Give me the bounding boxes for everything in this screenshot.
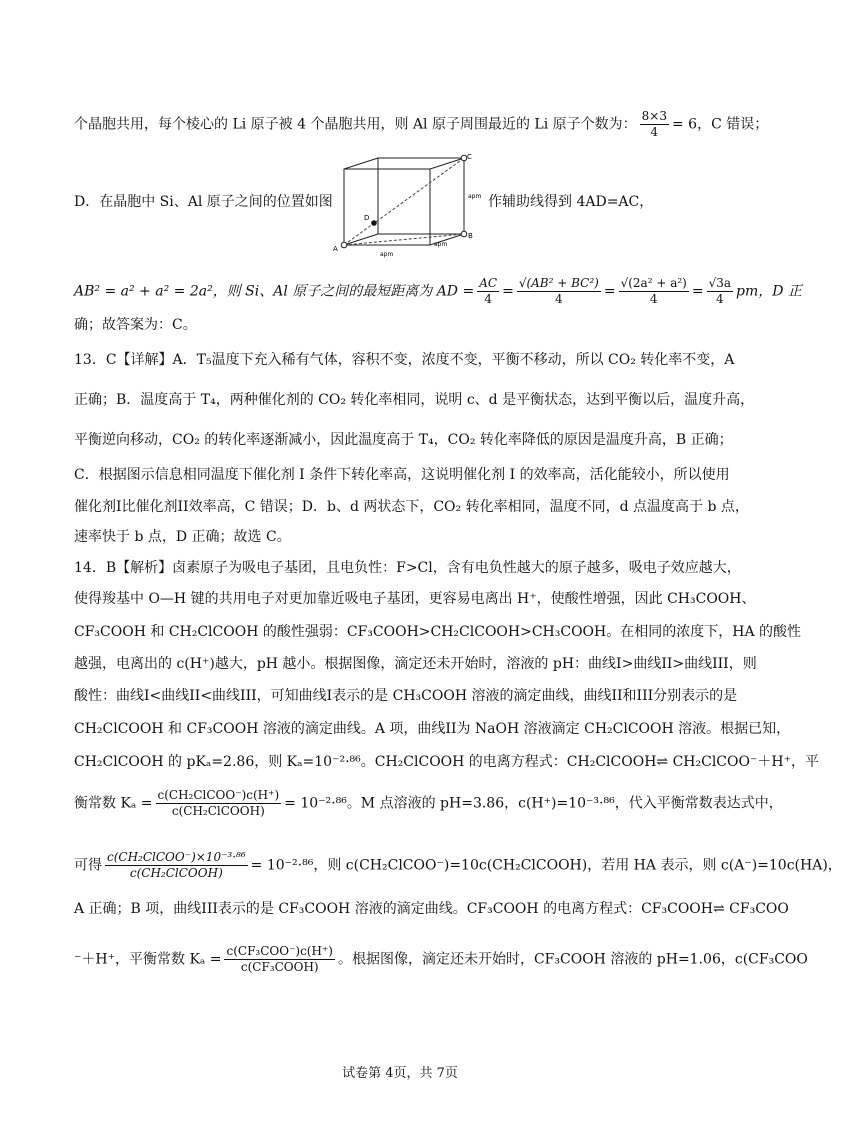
fraction: [224, 944, 334, 975]
crystal-cube-diagram: [330, 150, 480, 260]
page-footer: 试卷第 4页，共 7页: [342, 1066, 458, 1081]
fraction-denominator: 4: [649, 292, 658, 306]
text-segment: CH₂ClCOOH 的 pKₐ=2.86，则 Kₐ=10⁻²·⁸⁶。CH₂ClCOOH 的电离方程式：CH₂ClCOOH⇌ CH₂ClCOO⁻＋H⁺，平: [74, 754, 819, 770]
text-segment: CH₂ClCOOH 和 CF₃COOH 溶液的滴定曲线。A 项，曲线II为 NaOH 溶液滴定 CH₂ClCOOH 溶液。根据已知，: [74, 721, 791, 737]
text-segment: 速率快于 b 点，D 正确；故选 C。: [74, 529, 291, 545]
text-segment: AB² = a² + a² = 2a²，则 Si、Al 原子之间的最短距离为 AD =: [74, 283, 475, 300]
text-segment: 衡常数 Kₐ =: [74, 795, 153, 812]
text-line: [74, 944, 808, 975]
fraction: [707, 276, 733, 307]
text-segment: 使得羧基中 O—H 键的共用电子对更加靠近吸电子基团，更容易电离出 H⁺，使酸性增强，因此 CH₃COOH、: [74, 591, 756, 607]
fraction: [619, 276, 689, 307]
text-segment: 确；故答案为：C。: [74, 317, 197, 333]
text-line: [488, 192, 760, 212]
fraction-denominator: c(CH₂ClCOOH): [171, 804, 265, 818]
text-line: [74, 654, 760, 674]
fraction-denominator: 4: [715, 292, 724, 306]
text-line: [74, 315, 760, 335]
cube-edge: [430, 158, 464, 169]
text-segment: 作辅助线得到 4AD=AC，: [488, 194, 654, 210]
text-line: [74, 430, 760, 450]
cube-edge: [344, 158, 378, 169]
fraction: [517, 276, 601, 307]
fraction-numerator: 8×3: [641, 109, 667, 123]
atom-D: [371, 220, 377, 226]
label-edge-right: apm: [468, 193, 482, 200]
text-segment: 正确；B．温度高于 T₄，两种催化剂的 CO₂ 转化率相同，说明 c、d 是平衡状态，达到平衡以后，温度升高，: [74, 392, 755, 408]
text-line: [74, 788, 783, 819]
text-segment: 越强，电离出的 c(H⁺)越大，pH 越小。根据图像，滴定还未开始时，溶液的 pH：曲线I>曲线II>曲线III，则: [74, 656, 757, 672]
diagonal-AC: [344, 158, 464, 245]
label-C: C: [467, 153, 472, 161]
label-edge-bottom: apm: [380, 251, 394, 258]
text-line: [74, 465, 760, 485]
fraction: [156, 788, 282, 819]
fraction-numerator: c(CH₂ClCOO⁻)×10⁻³·⁸⁶: [107, 850, 246, 864]
fraction-numerator: c(CH₂ClCOO⁻)c(H⁺): [157, 788, 280, 802]
text-segment: = 6，C 错误；: [671, 116, 769, 133]
label-B: B: [468, 232, 473, 240]
text-line: AB² = a² + a² = 2a²，则 Si、Al 原子之间的最短距离为 AD = $\frac{AC}{4}$ = $\frac{\text{√(AB² + BC²)}}{4}$ = $\frac{\text{√(2a² + a²)}}{4}$ = $\frac{√3a}{4}$ pm，D 正: [74, 276, 802, 306]
text-segment: A 正确；B 项，曲线III表示的是 CF₃COOH 溶液的滴定曲线。CF₃COOH 的电离方程式：CF₃COOH⇌ CF₃COO: [74, 901, 789, 917]
text-line: [74, 109, 769, 140]
text-line: [74, 686, 760, 706]
fraction-numerator: √3a: [708, 276, 732, 290]
text-segment: 13．C【详解】A．T₅温度下充入稀有气体，容积不变，浓度不变，平衡不移动，所以 CO₂ 转化率不变，A: [74, 352, 735, 368]
label-edge-diagonal: apm: [434, 241, 448, 248]
text-line: [74, 622, 802, 642]
text-segment: CF₃COOH 和 CH₂ClCOOH 的酸性强弱：CF₃COOH>CH₂ClCOOH>CH₃COOH。在相同的浓度下，HA 的酸性: [74, 624, 802, 640]
text-line: [74, 899, 789, 919]
fraction-denominator: c(CF₃COOH): [240, 960, 319, 974]
text-segment: = 10⁻²·⁸⁶。M 点溶液的 pH=3.86，c(H⁺)=10⁻³·⁸⁶，代入平衡常数表达式中，: [284, 795, 783, 812]
text-line: [74, 558, 760, 578]
fraction-numerator: √(AB² + BC²): [518, 276, 599, 290]
fraction-numerator: c(CF₃COO⁻)c(H⁺): [226, 944, 333, 958]
fraction-denominator: 4: [650, 125, 659, 139]
text-segment: 平衡逆向移动，CO₂ 的转化率逐渐减小，因此温度高于 T₄，CO₂ 转化率降低的原因是温度升高，B 正确；: [74, 432, 733, 448]
atom-A: [341, 242, 347, 248]
text-line: [74, 719, 791, 739]
text-segment: ⁻＋H⁺，平衡常数 Kₐ =: [74, 951, 222, 968]
atom-B: [461, 231, 467, 237]
text-segment: 14．B【解析】卤素原子为吸电子基团，且电负性：F>Cl，含有电负性越大的原子越多，吸电子效应越大，: [74, 560, 741, 576]
text-segment: 。根据图像，滴定还未开始时，CF₃COOH 溶液的 pH=1.06，c(CF₃COO: [337, 951, 808, 968]
text-line: [74, 350, 760, 370]
fraction: [640, 109, 669, 140]
fraction-numerator: √(2a² + a²): [620, 276, 687, 290]
text-line: [74, 589, 760, 609]
text-segment: 酸性：曲线I<曲线II<曲线III，可知曲线I表示的是 CH₃COOH 溶液的滴定曲线，曲线II和III分别表示的是: [74, 688, 738, 704]
text-line: [74, 527, 760, 547]
fraction: [105, 850, 248, 881]
fraction-numerator: AC: [479, 276, 498, 290]
atom-C: [461, 155, 467, 161]
label-D: D: [364, 214, 370, 222]
text-line: [74, 752, 819, 772]
text-line: [74, 497, 760, 517]
fraction: [477, 276, 499, 307]
text-line: [74, 390, 760, 410]
text-segment: 催化剂I比催化剂II效率高，C 错误；D．b、d 两状态下，CO₂ 转化率相同，温度不同，d 点温度高于 b 点，: [74, 499, 749, 515]
label-A: A: [333, 245, 338, 253]
text-segment: C．根据图示信息相同温度下催化剂 I 条件下转化率高，这说明催化剂 I 的效率高，活化能较小，所以使用: [74, 467, 730, 483]
text-segment: D．在晶胞中 Si、Al 原子之间的位置如图: [74, 194, 333, 210]
fraction-denominator: 4: [484, 292, 492, 306]
text-segment: 可得: [74, 857, 102, 874]
fraction-denominator: c(CH₂ClCOOH): [129, 866, 223, 880]
text-segment: 个晶胞共用，每个棱心的 Li 原子被 4 个晶胞共用，则 Al 原子周围最近的 Li 原子个数为：: [74, 116, 637, 133]
text-segment: pm，D 正: [736, 283, 802, 300]
fraction-denominator: 4: [555, 292, 563, 306]
text-line: [74, 850, 842, 881]
text-segment: = 10⁻²·⁸⁶，则 c(CH₂ClCOO⁻)=10c(CH₂ClCOOH)，若用 HA 表示，则 c(A⁻)=10c(HA)，: [250, 857, 842, 874]
